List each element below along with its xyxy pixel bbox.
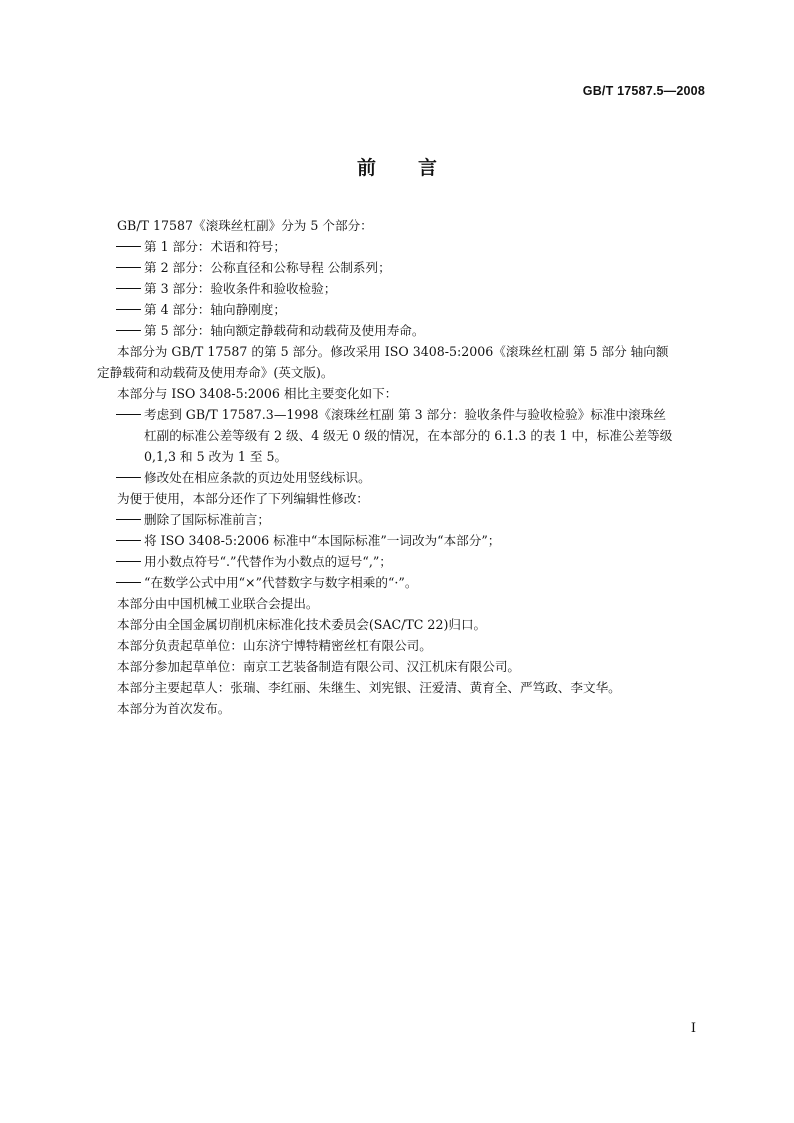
dash-icon (116, 572, 144, 593)
dash-icon (116, 551, 144, 572)
list-item-part-4: 第 4 部分：轴向静刚度； (116, 299, 709, 320)
dash-icon (116, 509, 144, 530)
list-item-part-5: 第 5 部分：轴向额定静载荷和动载荷及使用寿命。 (116, 320, 709, 341)
dash-icon (116, 467, 144, 488)
paragraph-first-issue: 本部分为首次发布。 (117, 701, 231, 716)
paragraph-lead-drafter: 本部分负责起草单位：山东济宁博特精密丝杠有限公司。 (117, 638, 432, 653)
dash-icon (116, 299, 144, 320)
paragraph-parts-intro: GB/T 17587《滚珠丝杠副》分为 5 个部分： (117, 218, 373, 233)
dash-icon (116, 236, 144, 257)
standard-code-header: GB/T 17587.5—2008 (582, 84, 705, 98)
dash-icon (116, 320, 144, 341)
paragraph-changes-intro: 本部分与 ISO 3408-5:2006 相比主要变化如下： (117, 386, 398, 401)
list-item-editorial-2: 将 ISO 3408-5:2006 标准中“本国际标准”一词改为“本部分”； (116, 530, 709, 551)
dash-icon (116, 530, 144, 551)
dash-icon (116, 257, 144, 278)
dash-icon (116, 278, 144, 299)
paragraph-proposer: 本部分由中国机械工业联合会提出。 (117, 596, 319, 611)
list-item-part-1: 第 1 部分：术语和符号； (116, 236, 709, 257)
page-title: 前言 (356, 157, 479, 179)
paragraph-participating-drafters: 本部分参加起草单位：南京工艺装备制造有限公司、汉江机床有限公司。 (117, 659, 520, 674)
list-item-change-tolerance: 考虑到 GB/T 17587.3—1998《滚珠丝杠副 第 3 部分：验收条件与验收检验》标准中滚珠丝 杠副的标准公差等级有 2 级、4 级无 0 级的情况，在本部分的 6.1.3 的表 1 中，标准公差等级 0,1,3 和 5 改为 1 至 5。 (116, 404, 709, 467)
list-item-change-marking: 修改处在相应条款的页边处用竖线标识。 (116, 467, 709, 488)
paragraph-editorial-intro: 为便于使用，本部分还作了下列编辑性修改： (117, 491, 369, 506)
list-item-part-3: 第 3 部分：验收条件和验收检验； (116, 278, 709, 299)
paragraph-main-drafters: 本部分主要起草人：张瑞、李红丽、朱继生、刘宪银、汪爱清、黄育全、严笃政、李文华。 (117, 680, 621, 695)
list-item-part-2: 第 2 部分：公称直径和公称导程 公制系列； (116, 257, 709, 278)
page-number: I (690, 1021, 696, 1036)
dash-icon (116, 404, 144, 425)
paragraph-adoption: 本部分为 GB/T 17587 的第 5 部分。修改采用 ISO 3408-5:2006《滚珠丝杠副 第 5 部分 轴向额 定静载荷和动载荷及使用寿命》(英文版)。 (97, 344, 669, 380)
foreword-body (97, 215, 709, 719)
list-item-editorial-1: 删除了国际标准前言； (116, 509, 709, 530)
list-item-editorial-4: “在数学公式中用“×”代替数字与数字相乘的“·”。 (116, 572, 709, 593)
paragraph-committee: 本部分由全国金属切削机床标准化技术委员会(SAC/TC 22)归口。 (117, 617, 487, 632)
list-item-editorial-3: 用小数点符号“.”代替作为小数点的逗号“,”； (116, 551, 709, 572)
